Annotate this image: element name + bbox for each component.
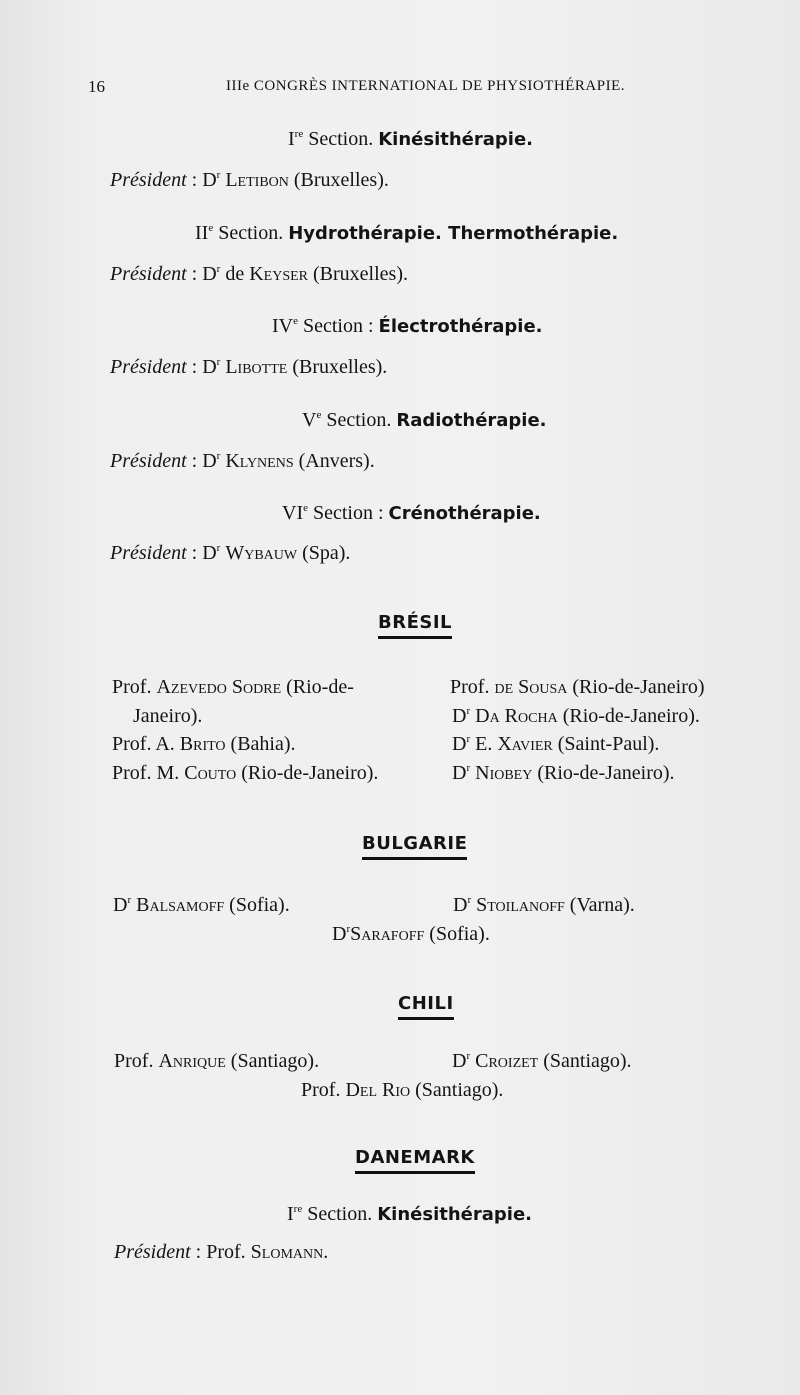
list-item: Prof. M. Couto (Rio-de-Janeiro). <box>112 762 379 784</box>
list-item: $D^r$ Croizet (Santiago). <box>452 1050 632 1072</box>
running-title: IIIe CONGRÈS INTERNATIONAL DE PHYSIOTHÉRAPIE. <box>226 78 625 94</box>
list-item: Prof. Del Rio (Santiago). <box>301 1079 504 1101</box>
page-number: 16 <box>88 77 105 96</box>
country-heading-bulgarie: BULGARIE <box>362 833 467 860</box>
section-heading: Ire Section. Kinésithérapie. <box>288 128 533 150</box>
section-heading: Ve Section. Radiothérapie. <box>302 409 547 431</box>
list-item: $D^r$ Balsamoff (Sofia). <box>113 894 290 916</box>
list-item: $D^rSarafoff$ (Sofia). <box>332 923 490 945</box>
section-president: Président : $D^r$ de Keyser (Bruxelles). <box>110 263 408 285</box>
section-heading: Ire Section. Kinésithérapie. <box>287 1203 532 1225</box>
list-item-continuation: Janeiro). <box>133 705 203 727</box>
country-heading-danemark: DANEMARK <box>355 1147 475 1174</box>
section-president: Président : $D^r$ Klynens (Anvers). <box>110 450 375 472</box>
list-item: $D^r$ E. Xavier (Saint-Paul). <box>452 733 660 755</box>
section-president: Président : $D^r$ Letibon (Bruxelles). <box>110 169 389 191</box>
section-heading: IIe Section. Hydrothérapie. Thermothérapie. <box>195 222 619 244</box>
country-heading-chili: CHILI <box>398 993 454 1020</box>
section-president: Président : $D^r$ Wybauw (Spa). <box>110 542 351 564</box>
list-item: $D^r$ Stoilanoff (Varna). <box>453 894 635 916</box>
country-heading-bresil: BRÉSIL <box>378 612 452 639</box>
section-president: Président : Prof. Slomann. <box>114 1241 329 1263</box>
list-item: Prof. A. Brito (Bahia). <box>112 733 296 755</box>
section-heading: VIe Section : Crénothérapie. <box>282 502 541 524</box>
list-item: $D^r$ Da Rocha (Rio-de-Janeiro). <box>452 705 700 727</box>
section-heading: IVe Section : Électrothérapie. <box>272 315 543 337</box>
list-item: Prof. Anrique (Santiago). <box>114 1050 320 1072</box>
section-president: Président : $D^r$ Libotte (Bruxelles). <box>110 356 388 378</box>
list-item: $D^r$ Niobey (Rio-de-Janeiro). <box>452 762 675 784</box>
list-item: Prof. de Sousa (Rio-de-Janeiro) <box>450 676 705 698</box>
list-item: Prof. Azevedo Sodre (Rio-de- <box>112 676 354 698</box>
